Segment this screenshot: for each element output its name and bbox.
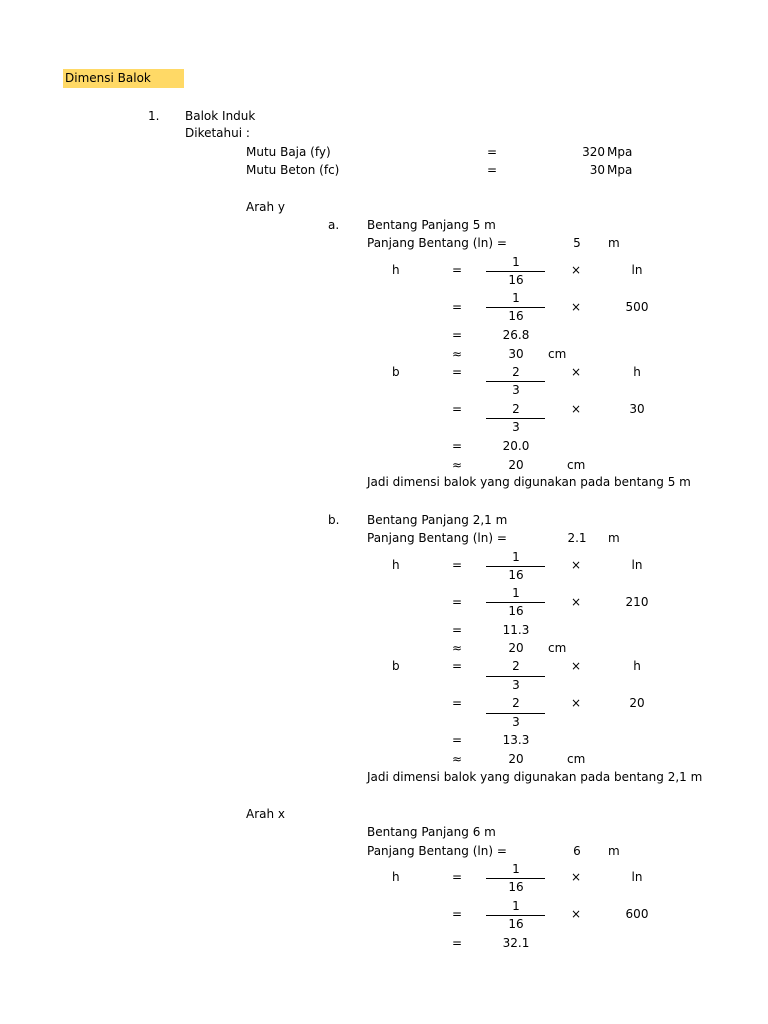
sec-b-eq: = [452,595,463,609]
sec-a-eq: = [452,300,463,314]
sec-b-letter: b. [328,513,340,527]
sec-a-h-label: h [392,263,400,277]
item-number: 1. [148,109,160,123]
sec-a-eq: = [452,439,463,453]
sec-b-h-result: 11.3 [502,623,530,637]
sec-a-b-denominator: 3 [512,383,520,397]
sec-b-ln-value: 2.1 [567,531,587,545]
sec-a-ln-label: Panjang Bentang (ln) = [367,236,507,250]
sec-a-times: × [570,300,582,314]
fraction-line [486,381,545,382]
sec-b-b-val: 20 [629,696,645,710]
sec-b-b-var: h [633,659,641,673]
sec-a-approx: ≈ [452,458,463,472]
sec-b-h-label: h [392,558,400,572]
sec-a-times: × [570,402,582,416]
mutu-beton-value: 30 [589,163,605,177]
sec-b-h-denominator: 16 [508,568,524,582]
sec-a-ln-unit: m [608,236,620,250]
mutu-baja-eq: = [487,145,498,159]
sec-x-h-denominator: 16 [508,917,524,931]
diketahui-label: Diketahui : [185,126,250,140]
sec-b-conclusion: Jadi dimensi balok yang digunakan pada bentang 2,1 m [367,770,703,784]
sec-b-b-round: 20 [508,752,524,766]
fraction-line [486,418,545,419]
sec-a-b-numerator: 2 [512,365,520,379]
sec-a-h-round: 30 [508,347,524,361]
sec-x-h-val: 600 [625,907,649,921]
sec-b-b-label: b [392,659,400,673]
sec-a-b-unit: cm [567,458,586,472]
sec-a-conclusion: Jadi dimensi balok yang digunakan pada bentang 5 m [367,475,691,489]
sec-b-ln-label: Panjang Bentang (ln) = [367,531,507,545]
fraction-line [486,878,545,879]
sec-b-b-result: 13.3 [502,733,530,747]
arah-y-label: Arah y [246,200,286,214]
sec-b-eq: = [452,558,463,572]
mutu-baja-unit: Mpa [607,145,633,159]
fraction-line [486,566,545,567]
sec-a-times: × [570,263,582,277]
sec-b-approx: ≈ [452,641,463,655]
sec-b-times: × [570,595,582,609]
page-title: Dimensi Balok [65,71,151,85]
sec-x-eq: = [452,936,463,950]
sec-a-b-var: h [633,365,641,379]
sec-a-h-var: ln [631,263,643,277]
sec-a-h-numerator: 1 [512,291,520,305]
sec-b-bentang: Bentang Panjang 2,1 m [367,513,508,527]
fraction-line [486,602,545,603]
sec-x-h-result: 32.1 [502,936,530,950]
fraction-line [486,307,545,308]
sec-x-h-label: h [392,870,400,884]
sec-x-bentang: Bentang Panjang 6 m [367,825,496,839]
sec-x-times: × [570,870,582,884]
item-title: Balok Induk [185,109,256,123]
sec-b-eq: = [452,623,463,637]
sec-a-h-denominator: 16 [508,309,524,323]
sec-b-h-unit: cm [548,641,567,655]
sec-a-eq: = [452,365,463,379]
fraction-line [486,676,545,677]
sec-a-b-denominator: 3 [512,420,520,434]
sec-b-times: × [570,659,582,673]
sec-x-h-numerator: 1 [512,862,520,876]
sec-a-b-numerator: 2 [512,402,520,416]
sec-b-h-round: 20 [508,641,524,655]
sec-b-h-val: 210 [625,595,649,609]
sec-b-times: × [570,558,582,572]
sec-x-h-var: ln [631,870,643,884]
sec-b-b-denominator: 3 [512,678,520,692]
sec-a-letter: a. [328,218,340,232]
sec-a-h-unit: cm [548,347,567,361]
mutu-beton-eq: = [487,163,498,177]
sec-a-bentang: Bentang Panjang 5 m [367,218,496,232]
sec-b-eq: = [452,733,463,747]
sec-a-b-val: 30 [629,402,645,416]
sec-b-h-denominator: 16 [508,604,524,618]
sec-a-eq: = [452,328,463,342]
sec-x-ln-value: 6 [573,844,581,858]
sec-b-ln-unit: m [608,531,620,545]
sec-a-b-result: 20.0 [502,439,530,453]
mutu-baja-value: 320 [582,145,605,159]
sec-b-times: × [570,696,582,710]
sec-a-b-round: 20 [508,458,524,472]
sec-a-times: × [570,365,582,379]
sec-b-b-numerator: 2 [512,696,520,710]
sec-a-eq: = [452,263,463,277]
sec-x-ln-label: Panjang Bentang (ln) = [367,844,507,858]
sec-a-b-label: b [392,365,400,379]
sec-a-h-denominator: 16 [508,273,524,287]
sec-x-ln-unit: m [608,844,620,858]
mutu-baja-label: Mutu Baja (fy) [246,145,331,159]
sec-b-b-denominator: 3 [512,715,520,729]
sec-x-eq: = [452,870,463,884]
fraction-line [486,271,545,272]
sec-b-b-numerator: 2 [512,659,520,673]
sec-b-eq: = [452,659,463,673]
sec-a-h-result: 26.8 [502,328,530,342]
sec-a-ln-value: 5 [573,236,581,250]
sec-a-h-numerator: 1 [512,255,520,269]
sec-x-h-numerator: 1 [512,899,520,913]
sec-b-approx: ≈ [452,752,463,766]
arah-x-label: Arah x [246,807,286,821]
sec-b-h-numerator: 1 [512,586,520,600]
sec-b-h-var: ln [631,558,643,572]
sec-x-eq: = [452,907,463,921]
mutu-beton-unit: Mpa [607,163,633,177]
sec-b-h-numerator: 1 [512,550,520,564]
sec-x-h-denominator: 16 [508,880,524,894]
fraction-line [486,915,545,916]
sec-b-eq: = [452,696,463,710]
sec-a-eq: = [452,402,463,416]
sec-b-b-unit: cm [567,752,586,766]
sec-a-approx: ≈ [452,347,463,361]
sec-x-times: × [570,907,582,921]
mutu-beton-label: Mutu Beton (fc) [246,163,340,177]
fraction-line [486,713,545,714]
sec-a-h-val: 500 [625,300,649,314]
